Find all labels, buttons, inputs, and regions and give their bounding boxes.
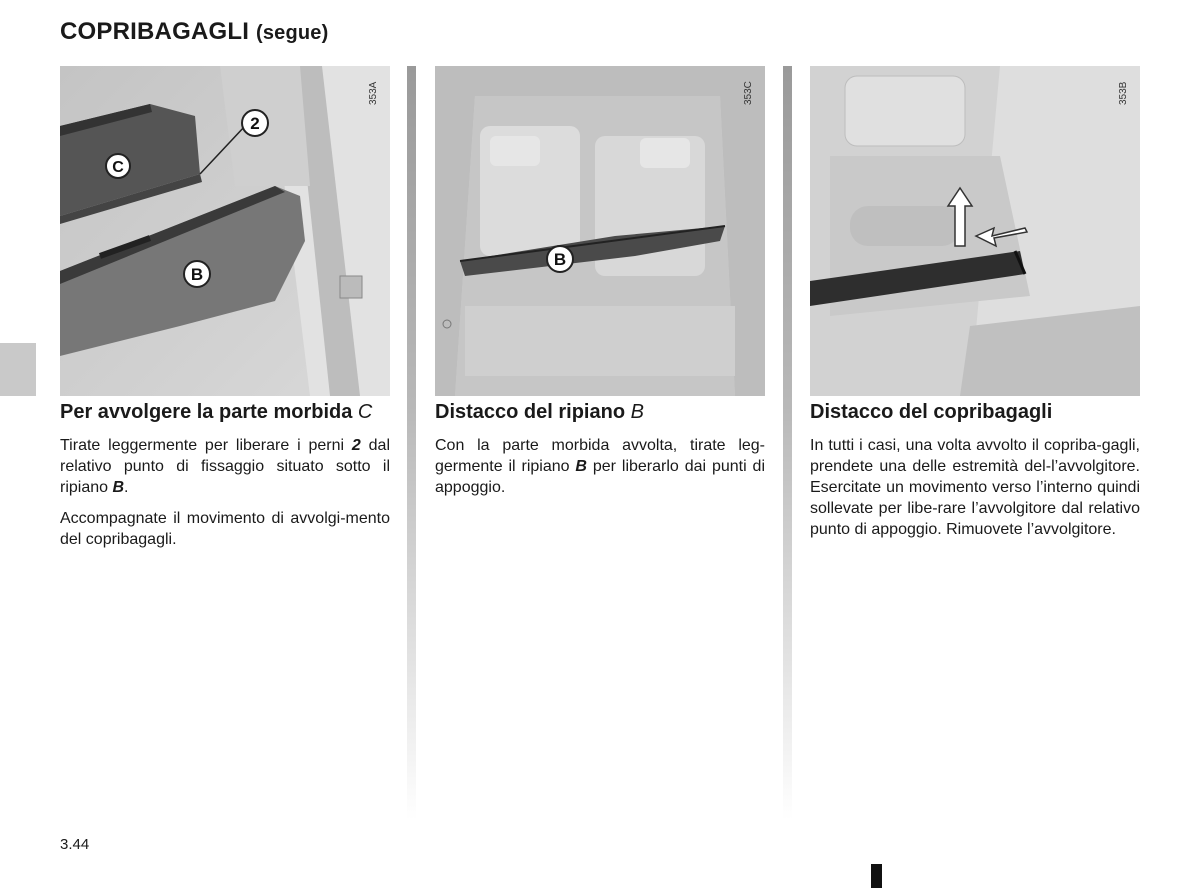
column-divider-2: [783, 66, 792, 820]
section-heading: [435, 400, 765, 425]
section-paragraph: [60, 508, 390, 550]
paragraph-text: .: [124, 479, 129, 496]
figure-code: 353C: [743, 81, 754, 105]
section-heading: [60, 400, 390, 425]
page-edge-mark: [871, 864, 882, 888]
paragraph-text: In tutti i casi, una volta avvolto il copriba-gagli, prendete una delle estremità del-l’avvolgitore. Esercitate un movimento verso l’interno quindi sollevate per libe-rare l’avvolgitore dal relativo punto di appoggio. Rimuovete l’avvolgitore.: [810, 437, 1140, 538]
paragraph-text: Accompagnate il movimento di avvolgi-mento del copribagagli.: [60, 510, 390, 548]
section-heading-text: Distacco del copribagagli: [810, 401, 1053, 423]
section-paragraph: [435, 435, 765, 498]
callout-b-label: B: [553, 250, 567, 269]
reference-b: B: [112, 479, 125, 496]
cargo-cover-illustration-c: [435, 66, 765, 396]
section-heading-text: Per avvolgere la parte morbida: [60, 401, 353, 423]
figure-code: 353A: [368, 81, 379, 105]
callout-c-label: C: [112, 159, 124, 176]
paragraph-text: per liberarlo dai punti di appoggio.: [435, 458, 765, 496]
reference-2: 2: [351, 437, 361, 454]
section-paragraph: [60, 435, 390, 498]
page-title: [60, 18, 328, 46]
page-title-subtitle: (segue): [255, 22, 329, 44]
section-heading-ref: B: [630, 401, 644, 423]
paragraph-text: Tirate leggermente per liberare i perni: [60, 437, 352, 454]
column-divider-1: [407, 66, 416, 820]
paragraph-text: dal relativo punto di fissaggio situato sotto il ripiano: [60, 437, 391, 496]
figure-353b: [810, 66, 1140, 396]
page-number: 3.44: [60, 836, 90, 853]
chapter-tab-marker: [0, 343, 36, 396]
page-title-main: COPRIBAGAGLI: [60, 18, 250, 45]
section-unroll-soft-part: [60, 400, 390, 560]
cargo-cover-illustration-b: [810, 66, 1140, 396]
section-heading-ref: C: [357, 401, 373, 423]
section-paragraph: [810, 435, 1140, 540]
figure-353c: [435, 66, 765, 396]
section-heading: [810, 400, 1140, 425]
section-detach-cargo-cover: [810, 400, 1140, 550]
figure-353a: [60, 66, 390, 396]
cargo-cover-illustration-a: [60, 66, 390, 396]
figure-code: 353B: [1118, 81, 1129, 105]
callout-2-label: 2: [250, 114, 260, 133]
reference-b: B: [575, 458, 587, 475]
section-heading-text: Distacco del ripiano: [435, 401, 626, 423]
section-detach-shelf: [435, 400, 765, 508]
paragraph-text: Con la parte morbida avvolta, tirate leg-germente il ripiano: [435, 437, 765, 475]
callout-b-label: B: [190, 265, 204, 284]
